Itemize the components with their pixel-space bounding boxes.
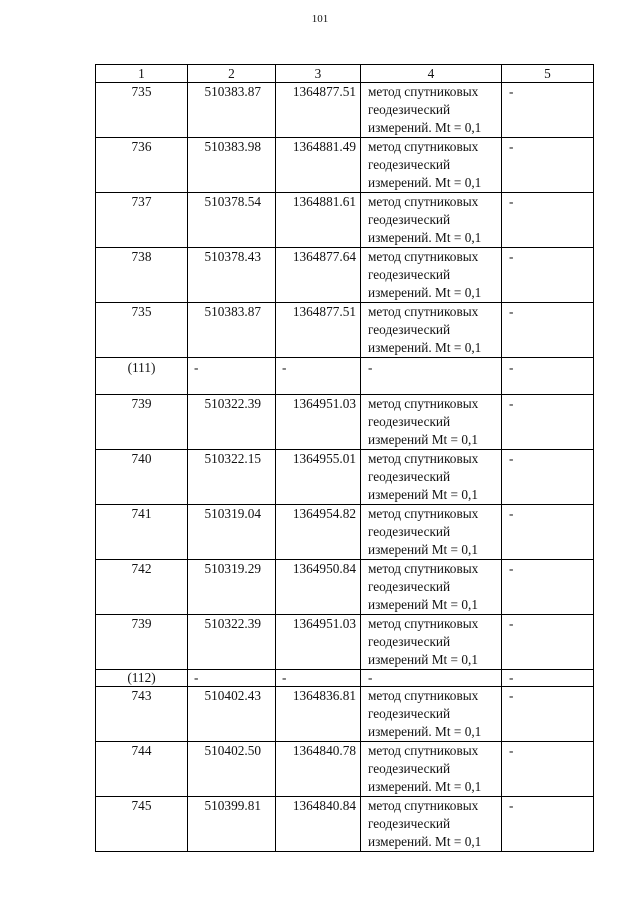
method-cell: метод спутниковых геодезический измерений Mt = 0,1	[361, 395, 502, 450]
point-number-cell: (111)	[96, 358, 188, 395]
note-cell: -	[502, 560, 594, 615]
table-body	[96, 65, 594, 852]
y-coordinate-cell: 1364836.81	[276, 687, 361, 742]
coordinates-table	[95, 64, 594, 852]
y-coordinate-cell: 1364877.51	[276, 83, 361, 138]
y-coordinate-cell: 1364840.84	[276, 797, 361, 852]
note-cell: -	[502, 670, 594, 687]
note-cell: -	[502, 193, 594, 248]
method-cell: метод спутниковых геодезический измерений. Mt = 0,1	[361, 83, 502, 138]
x-coordinate-cell: 510378.43	[188, 248, 276, 303]
table-row	[96, 615, 594, 670]
table-row	[96, 687, 594, 742]
table-row	[96, 138, 594, 193]
note-cell: -	[502, 248, 594, 303]
table-row	[96, 560, 594, 615]
page-number: 101	[311, 13, 329, 25]
point-number-cell: 739	[96, 395, 188, 450]
table-row	[96, 742, 594, 797]
table-row-section-marker	[96, 670, 594, 687]
x-coordinate-cell: 510322.15	[188, 450, 276, 505]
x-coordinate-cell: -	[188, 358, 276, 395]
method-cell: метод спутниковых геодезический измерений. Mt = 0,1	[361, 797, 502, 852]
y-coordinate-cell: 1364951.03	[276, 395, 361, 450]
method-cell: метод спутниковых геодезический измерений. Mt = 0,1	[361, 138, 502, 193]
table-row	[96, 395, 594, 450]
note-cell: -	[502, 138, 594, 193]
x-coordinate-cell: 510322.39	[188, 395, 276, 450]
y-coordinate-cell: 1364950.84	[276, 560, 361, 615]
note-cell: -	[502, 615, 594, 670]
x-coordinate-cell: 510383.98	[188, 138, 276, 193]
note-cell: -	[502, 303, 594, 358]
method-cell: -	[361, 670, 502, 687]
y-coordinate-cell: 1364881.49	[276, 138, 361, 193]
point-number-cell: 736	[96, 138, 188, 193]
point-number-cell: 745	[96, 797, 188, 852]
y-coordinate-cell: 1364955.01	[276, 450, 361, 505]
header-col-1: 1	[96, 65, 188, 83]
header-col-3: 3	[276, 65, 361, 83]
note-cell: -	[502, 742, 594, 797]
x-coordinate-cell: 510383.87	[188, 83, 276, 138]
point-number-cell: 741	[96, 505, 188, 560]
x-coordinate-cell: -	[188, 670, 276, 687]
point-number-cell: 739	[96, 615, 188, 670]
x-coordinate-cell: 510322.39	[188, 615, 276, 670]
note-cell: -	[502, 505, 594, 560]
table-row	[96, 303, 594, 358]
y-coordinate-cell: -	[276, 358, 361, 395]
point-number-cell: 742	[96, 560, 188, 615]
y-coordinate-cell: 1364877.51	[276, 303, 361, 358]
table-row	[96, 248, 594, 303]
method-cell: метод спутниковых геодезический измерений. Mt = 0,1	[361, 687, 502, 742]
method-cell: -	[361, 358, 502, 395]
x-coordinate-cell: 510319.29	[188, 560, 276, 615]
table-row	[96, 797, 594, 852]
method-cell: метод спутниковых геодезический измерений. Mt = 0,1	[361, 303, 502, 358]
table-row	[96, 505, 594, 560]
x-coordinate-cell: 510319.04	[188, 505, 276, 560]
point-number-cell: 737	[96, 193, 188, 248]
x-coordinate-cell: 510402.50	[188, 742, 276, 797]
method-cell: метод спутниковых геодезический измерений Mt = 0,1	[361, 450, 502, 505]
header-col-2: 2	[188, 65, 276, 83]
note-cell: -	[502, 797, 594, 852]
point-number-cell: 735	[96, 303, 188, 358]
header-col-5: 5	[502, 65, 594, 83]
point-number-cell: 735	[96, 83, 188, 138]
point-number-cell: 744	[96, 742, 188, 797]
y-coordinate-cell: -	[276, 670, 361, 687]
method-cell: метод спутниковых геодезический измерений Mt = 0,1	[361, 505, 502, 560]
method-cell: метод спутниковых геодезический измерений Mt = 0,1	[361, 615, 502, 670]
table-row	[96, 83, 594, 138]
x-coordinate-cell: 510399.81	[188, 797, 276, 852]
table-row	[96, 193, 594, 248]
x-coordinate-cell: 510383.87	[188, 303, 276, 358]
y-coordinate-cell: 1364951.03	[276, 615, 361, 670]
y-coordinate-cell: 1364877.64	[276, 248, 361, 303]
y-coordinate-cell: 1364881.61	[276, 193, 361, 248]
note-cell: -	[502, 83, 594, 138]
y-coordinate-cell: 1364840.78	[276, 742, 361, 797]
header-col-4: 4	[361, 65, 502, 83]
x-coordinate-cell: 510402.43	[188, 687, 276, 742]
y-coordinate-cell: 1364954.82	[276, 505, 361, 560]
table-row	[96, 450, 594, 505]
note-cell: -	[502, 358, 594, 395]
method-cell: метод спутниковых геодезический измерений. Mt = 0,1	[361, 742, 502, 797]
method-cell: метод спутниковых геодезический измерений. Mt = 0,1	[361, 248, 502, 303]
table-row-section-marker	[96, 358, 594, 395]
point-number-cell: (112)	[96, 670, 188, 687]
method-cell: метод спутниковых геодезический измерений Mt = 0,1	[361, 560, 502, 615]
point-number-cell: 743	[96, 687, 188, 742]
x-coordinate-cell: 510378.54	[188, 193, 276, 248]
method-cell: метод спутниковых геодезический измерений. Mt = 0,1	[361, 193, 502, 248]
note-cell: -	[502, 450, 594, 505]
point-number-cell: 740	[96, 450, 188, 505]
point-number-cell: 738	[96, 248, 188, 303]
note-cell: -	[502, 687, 594, 742]
note-cell: -	[502, 395, 594, 450]
header-row	[96, 65, 594, 83]
